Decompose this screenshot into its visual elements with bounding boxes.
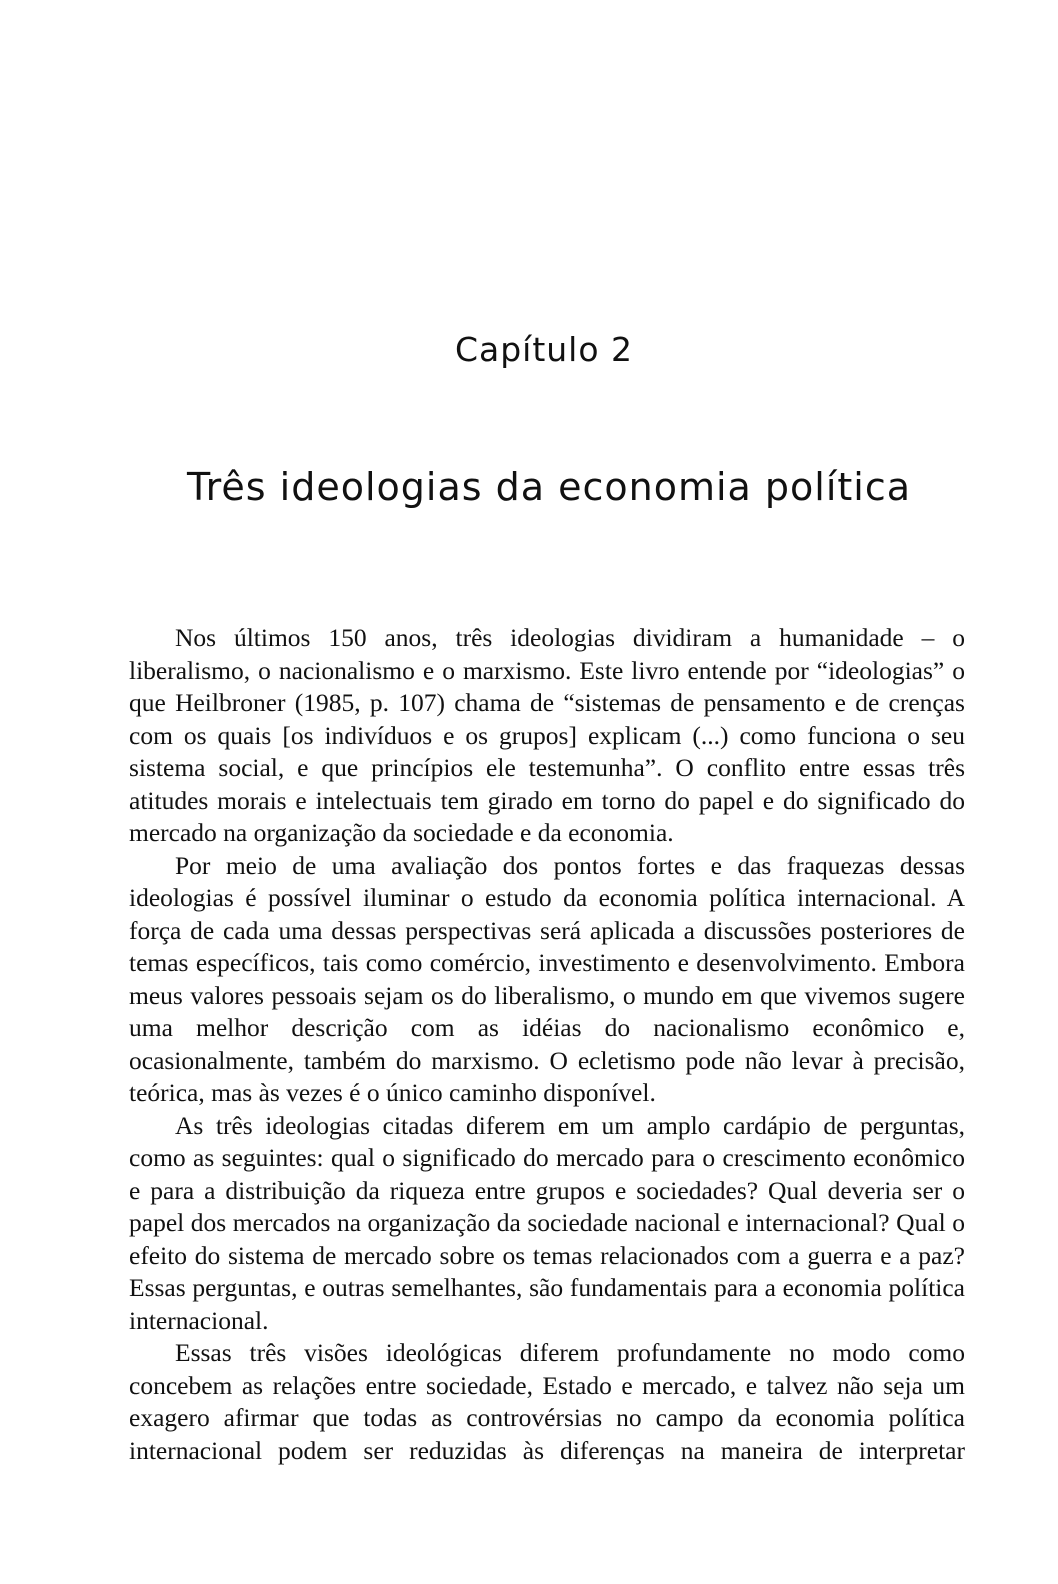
- paragraph: As três ideologias citadas diferem em um amplo cardápio de perguntas, como as seguintes: qual o significado do mercado para o crescimento econômico e para a distribuição da riqueza entre grupos e sociedades? Qual deveria ser o papel dos mercados na organização da sociedade nacional e internacional? Qual o efeito do sistema de mercado sobre os temas relacionados com a guerra e a paz? Essas perguntas, e outras semelhantes, são fundamentais para a economia política internacional.: [129, 1110, 965, 1335]
- paragraph: Por meio de uma avaliação dos pontos fortes e das fraquezas dessas ideologias é possível iluminar o estudo da economia política internacional. A força de cada uma dessas perspectivas será aplicada a discussões posteriores de temas específicos, tais como comércio, investimento e desenvolvimento. Embora meus valores pessoais sejam os do liberalismo, o mundo em que vivemos sugere uma melhor descrição com as idéias do nacionalismo econômico e, ocasionalmente, também do marxismo. O ecletismo pode não levar à precisão, teórica, mas às vezes é o único caminho disponível.: [129, 850, 965, 1107]
- chapter-label: Capítulo 2: [454, 330, 634, 369]
- paragraph: Essas três visões ideológicas diferem profundamente no modo como concebem as relações entre sociedade, Estado e mercado, e talvez não seja um exagero afirmar que todas as controvérsias no campo da economia política internacional podem ser reduzidas às diferenças na maneira de interpretar: [129, 1338, 965, 1465]
- paragraph: Nos últimos 150 anos, três ideologias dividiram a humanidade – o liberalismo, o nacionalismo e o marxismo. Este livro entende por “ideologias” o que Heilbroner (1985, p. 107) chama de “sistemas de pensamento e de crenças com os quais [os indivíduos e os grupos] explicam (...) como funciona o seu sistema social, e que princípios ele testemunha”. O conflito entre essas três atitudes morais e intelectuais tem girado em torno do papel e do significado do mercado na organização da sociedade e da economia.: [129, 623, 965, 847]
- body-text: [129, 622, 965, 1467]
- chapter-title: Três ideologias da economia política: [186, 465, 912, 509]
